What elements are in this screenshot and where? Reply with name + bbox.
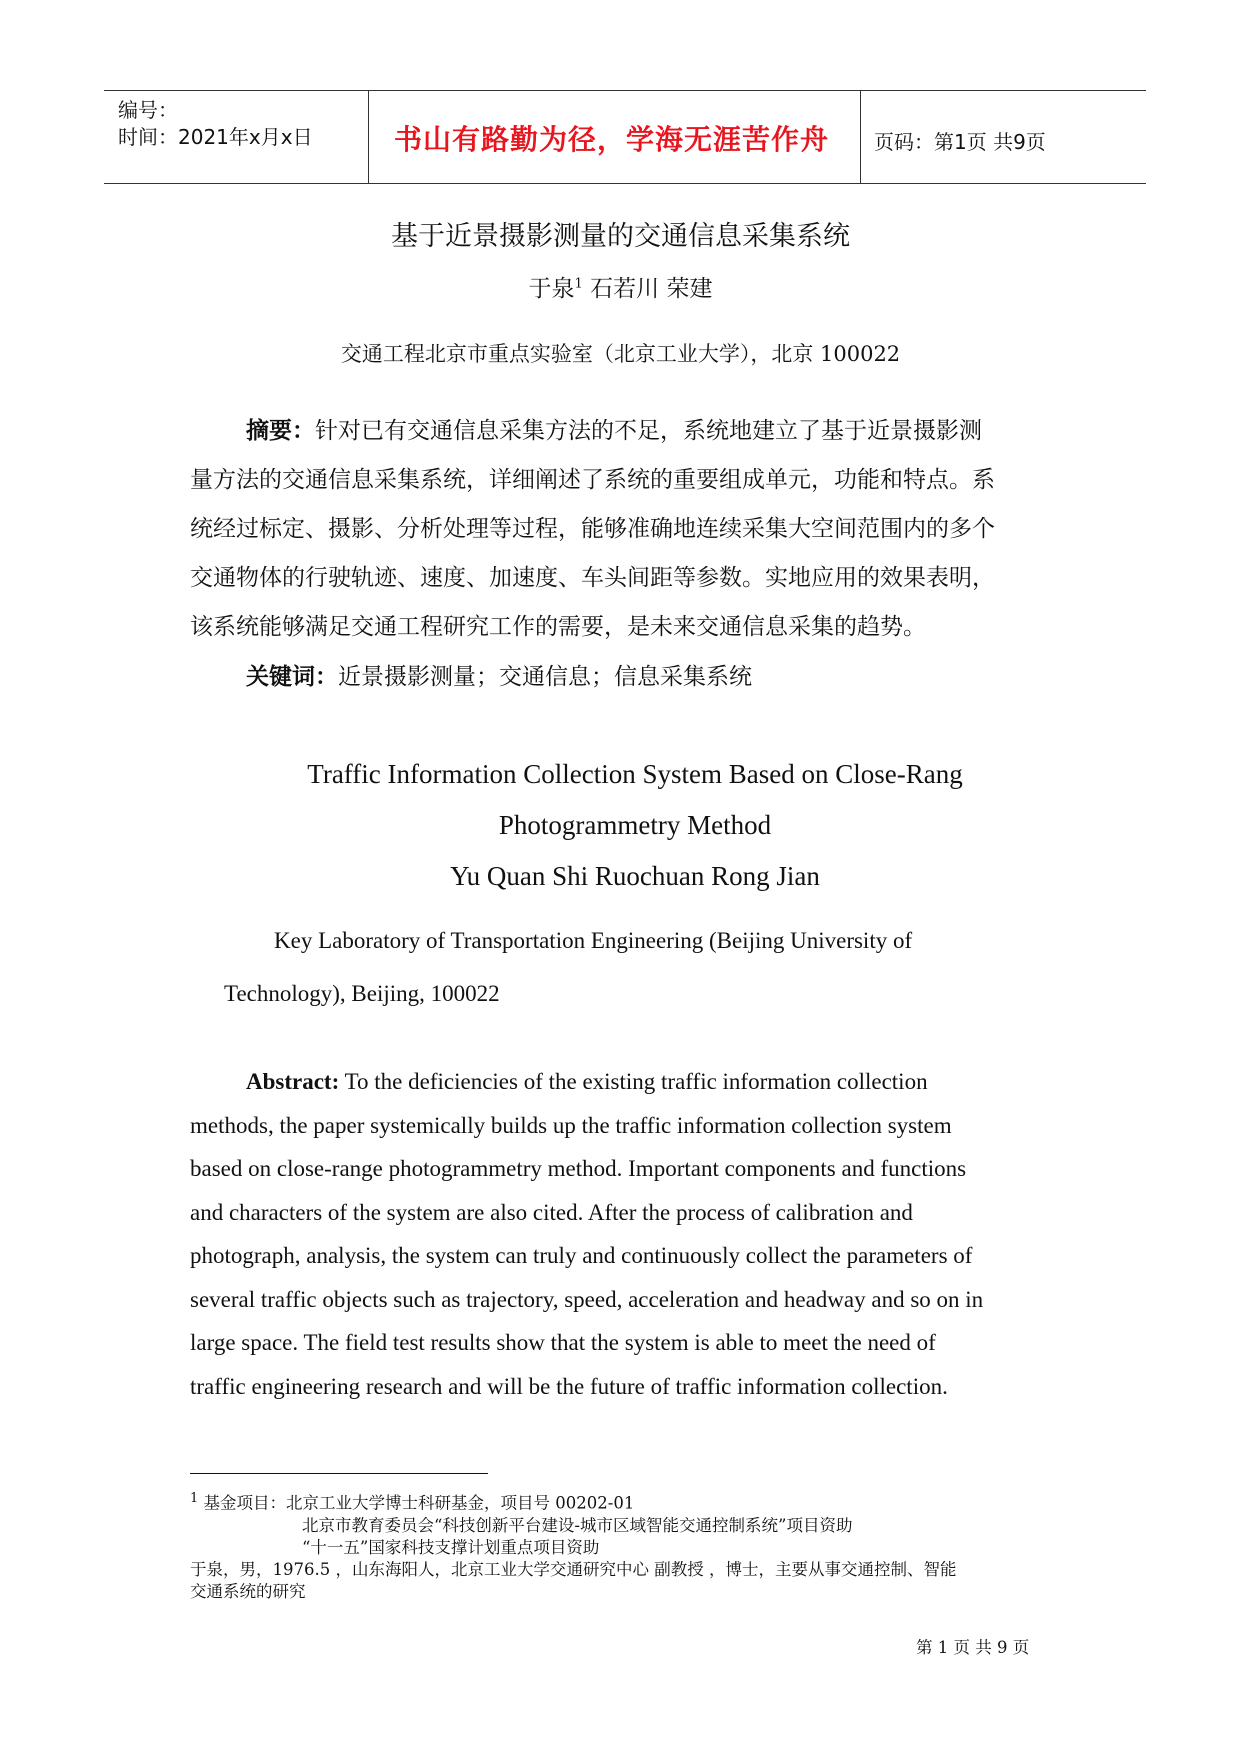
keywords-label-cn: 关键词： xyxy=(246,663,338,690)
header-motto: 书山有路勤为径，学海无涯苦作舟 xyxy=(394,123,830,156)
abstract-en-line: large space. The field test results show that the system is able to meet the need of xyxy=(190,1330,936,1355)
abstract-en xyxy=(190,1060,1090,1408)
paper-title-en-line2: Photogrammetry Method xyxy=(498,810,772,840)
header-top-rule xyxy=(104,90,1146,91)
header-time-label: 时间：2021年x月x日 xyxy=(118,125,313,149)
paper-title-en xyxy=(90,749,1180,902)
footnote-line: $^1$ 基金项目：北京工业大学博士科研基金，项目号 00202-01 xyxy=(190,1491,635,1513)
abstract-en-line: Abstract: To the deficiencies of the existing traffic information collection xyxy=(246,1069,928,1094)
header-divider-left xyxy=(368,90,369,183)
abstract-en-line: several traffic objects such as trajectory, speed, acceleration and headway and so on in xyxy=(190,1286,984,1312)
keywords-list-cn: 近景摄影测量；交通信息；信息采集系统 xyxy=(338,664,752,690)
header-page-code: 页码：第1页 共9页 xyxy=(874,130,1046,154)
abstract-cn-line: 统经过标定、摄影、分析处理等过程，能够准确地连续采集大空间范围内的多个 xyxy=(190,516,995,542)
abstract-en-line: and characters of the system are also cited. After the process of calibration and xyxy=(190,1199,913,1225)
paper-affiliation-en-line2: Technology), Beijing, 100022 xyxy=(224,981,500,1006)
author1-cn: 于泉 xyxy=(528,276,575,302)
footnote-line: 交通系统的研究 xyxy=(190,1581,306,1601)
footnote-line: 北京市教育委员会“科技创新平台建设-城市区域智能交通控制系统”项目资助 xyxy=(302,1515,853,1535)
footnote xyxy=(190,1488,1070,1603)
keywords-cn xyxy=(190,652,1070,702)
paper-title-en-line1: Traffic Information Collection System Based on Close-Rang xyxy=(307,759,963,789)
author1-footnote-marker: 1 xyxy=(574,276,583,292)
abstract-label-cn: 摘要： xyxy=(246,417,315,444)
paper-title-cn: 基于近景摄影测量的交通信息采集系统 xyxy=(391,221,850,252)
page-footer: 第 1 页 共 9 页 xyxy=(916,1638,1030,1657)
paper-affiliation-en-line1: Key Laboratory of Transportation Engineering (Beijing University of xyxy=(274,928,913,953)
authors-rest-cn: 石若川 荣建 xyxy=(582,276,713,302)
abstract-cn xyxy=(190,406,1070,702)
paper-authors-en: Yu Quan Shi Ruochuan Rong Jian xyxy=(450,861,820,891)
abstract-label-en: Abstract: xyxy=(246,1069,340,1094)
abstract-cn-line: 量方法的交通信息采集系统，详细阐述了系统的重要组成单元，功能和特点。系 xyxy=(190,467,995,493)
abstract-cn-line: 交通物体的行驶轨迹、速度、加速度、车头间距等参数。实地应用的效果表明， xyxy=(190,565,995,591)
header-bottom-rule xyxy=(104,183,1146,184)
abstract-en-line: based on close-range photogrammetry method. Important components and functions xyxy=(190,1156,967,1181)
paper-affiliation-cn: 交通工程北京市重点实验室（北京工业大学），北京 100022 xyxy=(340,342,901,366)
footnote-line: “十一五”国家科技支撑计划重点项目资助 xyxy=(302,1537,600,1557)
abstract-en-line: traffic engineering research and will be the future of traffic information collection. xyxy=(190,1373,948,1399)
abstract-en-line: methods, the paper systemically builds up the traffic information collection system xyxy=(190,1112,952,1138)
footnote-marker: 1 xyxy=(190,1491,199,1506)
paper-authors-cn xyxy=(0,270,1241,303)
abstract-cn-line: 该系统能够满足交通工程研究工作的需要，是未来交通信息采集的趋势。 xyxy=(190,614,926,640)
footnote-line: 于泉，男，1976.5 ，山东海阳人，北京工业大学交通研究中心 副教授 ，博士，主要从事交通控制、智能 xyxy=(190,1559,957,1579)
abstract-en-line: photograph, analysis, the system can truly and continuously collect the parameters of xyxy=(190,1243,973,1268)
header-divider-right xyxy=(860,90,861,183)
header-number-label: 编号： xyxy=(118,98,178,122)
footnote-separator xyxy=(190,1473,488,1474)
abstract-cn-line: 摘要：针对已有交通信息采集方法的不足，系统地建立了基于近景摄影测 xyxy=(246,417,982,444)
